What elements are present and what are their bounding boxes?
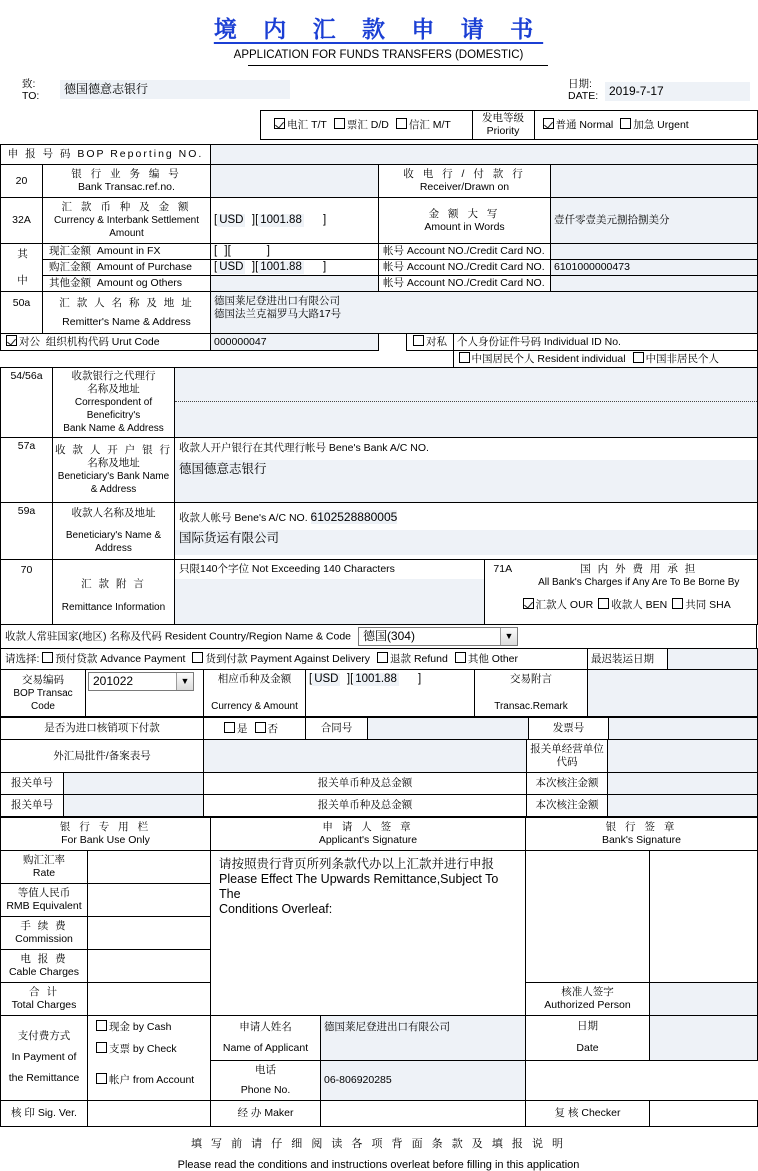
row-5456a-value[interactable] — [175, 368, 758, 438]
bank-use-header: 银 行 专 用 栏 For Bank Use Only — [1, 817, 211, 851]
row-5456a — [1, 368, 758, 438]
row-59a-values — [175, 503, 758, 560]
row-59a — [1, 503, 758, 560]
row-59a-ac: 收款人帐号 Bene's A/C NO. 6102528880005 — [179, 509, 398, 524]
row-57a-ac-label: 收款人开户银行在其代理行帐号 Bene's Bank A/C NO. — [179, 442, 429, 454]
payment-method-label: 支付费方式 In Payment of the Remittance — [1, 1016, 88, 1101]
row-20-label: 银 行 业 务 编 号 Bank Transac.ref.no. — [43, 165, 211, 198]
row-32a — [1, 198, 758, 244]
priority-label: 发电等级 Priority — [472, 111, 534, 140]
bank-field-label-3: 电 报 费 Cable Charges — [1, 950, 88, 983]
among-value-2[interactable]: 1001.88 — [260, 261, 302, 273]
customs-row-2 — [1, 795, 758, 817]
safe-doc-value[interactable] — [204, 740, 527, 773]
payment-nature-row — [1, 649, 758, 670]
unit-code-value[interactable] — [608, 740, 758, 773]
among-amount-1: [ ][ ] — [211, 244, 379, 260]
row-32a-amount: [ USD ][ 1001.88 ] — [211, 198, 379, 244]
bop-reporting-value[interactable] — [211, 145, 758, 165]
title-divider — [248, 65, 548, 66]
bank-field-value-3[interactable] — [88, 950, 211, 983]
bop-transac-code-cell — [86, 670, 204, 717]
invoice-value[interactable] — [609, 717, 758, 740]
row-70-limit-note: 只限140个字位 Not Exceeding 140 Characters — [179, 563, 395, 575]
customs-no-value-2[interactable] — [64, 795, 204, 817]
currency-amount-label: 相应币种及金额 Currency & Amount — [204, 670, 306, 717]
safe-doc-row — [1, 740, 758, 773]
checkbox-tt[interactable]: 电汇 T/T — [274, 119, 327, 131]
transac-remark-label: 交易附言 Transac.Remark — [475, 670, 588, 717]
priority-options — [534, 111, 757, 140]
bop-transac-code-select[interactable]: 201022 ▼ — [88, 672, 194, 691]
checkbox-our[interactable]: 汇款人 OUR — [523, 599, 594, 611]
checkbox-ben[interactable]: 收款人 BEN — [598, 599, 667, 611]
checkbox-cash[interactable]: 现金 by Cash — [88, 1016, 211, 1039]
payment-method-row-3 — [1, 1060, 758, 1100]
applicant-conditions-cell — [211, 851, 526, 1016]
customs-table — [0, 739, 758, 817]
checkbox-other[interactable]: 其他 Other — [455, 653, 518, 665]
conditions-cn: 请按照贵行背页所列条款代办以上汇款并进行申报 — [219, 857, 495, 871]
bank-field-label-4: 合 计 Total Charges — [1, 983, 88, 1016]
bank-field-row-0 — [1, 851, 758, 884]
row-57a-bank-name[interactable]: 德国德意志银行 — [175, 460, 757, 502]
among-account-value-2[interactable]: 6101000000473 — [551, 260, 758, 276]
payment-nature-table — [0, 648, 758, 670]
transfer-type-cell — [260, 111, 472, 140]
bottom-headers-row — [1, 817, 758, 851]
row-71a-cell — [521, 560, 758, 625]
customs-no-label-1: 报关单号 — [1, 773, 64, 795]
row-71a-label-en: All Bank's Charges if Any Are To Be Borne By — [538, 577, 740, 588]
bottom-headers-table — [0, 816, 758, 851]
customs-amt-label-1: 报关单币种及总金额 — [204, 773, 527, 795]
row-20 — [1, 165, 758, 198]
payment-method-row — [1, 1016, 758, 1039]
contract-label: 合同号 — [306, 717, 368, 740]
import-verify-row — [1, 717, 758, 740]
bop-reporting-label: 申 报 号 码 BOP Reporting NO. — [1, 145, 211, 165]
bop-transac-row — [1, 670, 758, 717]
bop-transac-table — [0, 669, 758, 717]
row-70-value[interactable] — [175, 579, 484, 624]
bank-field-value-4[interactable] — [88, 983, 211, 1016]
row-59a-label: 收款人名称及地址 Beneticiary's Name & Address — [53, 503, 175, 560]
to-date-row — [0, 76, 757, 112]
row-50a — [1, 292, 758, 316]
amount-words-value[interactable]: 壹仟零壹美元捌拾捌美分 — [551, 198, 758, 244]
maker-value[interactable] — [321, 1100, 526, 1126]
bank-field-value-1[interactable] — [88, 884, 211, 917]
remittance-info-table — [0, 559, 758, 625]
checkbox-check[interactable]: 支票 by Check — [88, 1038, 211, 1060]
country-row — [1, 625, 757, 649]
contract-value[interactable] — [368, 717, 529, 740]
among-label-2: 购汇金额 Amount of Purchase — [43, 260, 211, 276]
safe-doc-label: 外汇局批件/备案表号 — [1, 740, 204, 773]
country-table — [0, 624, 757, 649]
among-label-1: 现汇金额 Amount in FX — [43, 244, 211, 260]
country-select[interactable]: 德国(304) ▼ — [358, 627, 518, 646]
latest-ship-value[interactable] — [668, 649, 758, 670]
customs-no-label-2: 报关单号 — [1, 795, 64, 817]
date-label: 日期: DATE: — [568, 78, 599, 102]
among-row-1 — [1, 244, 758, 260]
among-account-label-3: 帐号 Account NO./Credit Card NO. — [379, 276, 551, 292]
row-57a — [1, 438, 758, 503]
among-amount-3[interactable] — [211, 276, 379, 292]
among-account-value-3[interactable] — [551, 276, 758, 292]
applicant-name-label: 申请人姓名 Name of Applicant — [211, 1016, 321, 1061]
entity-table — [0, 333, 758, 351]
import-verify-options — [204, 717, 306, 740]
checkbox-advance-payment[interactable]: 预付贷款 Advance Payment — [42, 653, 185, 665]
transac-remark-value[interactable] — [588, 670, 758, 717]
row-5456a-value-top[interactable] — [175, 380, 757, 402]
among-account-label-1: 帐号 Account NO./Credit Card NO. — [379, 244, 551, 260]
individual-options-table — [0, 350, 758, 368]
checkbox-normal[interactable]: 普通 Normal — [543, 119, 614, 131]
entity-row — [1, 334, 758, 351]
unit-code-label: 报关单经营单位代码 — [527, 740, 608, 773]
row-70-label: 汇 款 附 言 Remittance Information — [53, 560, 175, 625]
row-71a-code: 71A — [485, 560, 521, 625]
chevron-down-icon: ▼ — [500, 628, 517, 645]
among-label-3: 其他金额 Amount og Others — [43, 276, 211, 292]
footer-line-en: Please read the conditions and instructions overleat before filling in this application — [177, 1158, 580, 1171]
amount-words-label: 金 额 大 写 Amount in Words — [379, 198, 551, 244]
auth-person-value[interactable] — [650, 983, 758, 1016]
date-field[interactable]: 2019-7-17 — [605, 82, 750, 101]
row-50a-code: 50a — [1, 292, 43, 316]
org-code-value[interactable]: 000000047 — [211, 334, 379, 351]
checkbox-dd[interactable]: 票汇 D/D — [334, 119, 389, 131]
bank-field-value-2[interactable] — [88, 917, 211, 950]
row-32a-value[interactable]: 1001.88 — [260, 214, 302, 226]
country-label: 收款人常驻国家(地区) 名称及代码 Resident Country/Region Name & Code — [5, 630, 352, 643]
row-71a-label-cn: 国 内 外 费 用 承 担 — [580, 563, 698, 575]
customs-verify-value-1[interactable] — [608, 773, 758, 795]
row-50a-value[interactable]: 德国莱尼登进出口有限公司 德国法兰克福罗马大路17号 — [211, 292, 758, 334]
invoice-label: 发票号 — [529, 717, 609, 740]
receiver-label: 收 电 行 / 付 款 行 Receiver/Drawn on — [379, 165, 551, 198]
checkbox-sha[interactable]: 共同 SHA — [672, 599, 731, 611]
row-50a-label-en: Remitter's Name & Address — [43, 315, 211, 334]
among-account-value-1[interactable] — [551, 244, 758, 260]
checkbox-urgent[interactable]: 加急 Urgent — [620, 119, 688, 131]
bank-date-label: 日期 Date — [526, 1016, 650, 1061]
checkbox-nonresident[interactable]: 中国非居民个人 — [633, 353, 720, 365]
footer — [0, 1135, 757, 1171]
private-checkbox-cell[interactable]: 对私 — [407, 334, 454, 351]
checker-label: 复 核 Checker — [526, 1100, 650, 1126]
row-50a-label-cn: 汇 款 人 名 称 及 地 址 — [43, 292, 211, 316]
transfer-type-table — [0, 110, 758, 140]
phone-label: 电话 Phone No. — [211, 1060, 321, 1100]
checkbox-refund[interactable]: 退款 Refund — [377, 653, 448, 665]
corporate-checkbox-cell[interactable]: 对公 组织机构代码 Urut Code — [1, 334, 211, 351]
bank-details-table — [0, 367, 758, 560]
customs-verify-label-2: 本次核注金额 — [527, 795, 608, 817]
page-title-cn: 境 内 汇 款 申 请 书 — [213, 16, 544, 42]
checker-value[interactable] — [650, 1100, 758, 1126]
row-32a-code: 32A — [1, 198, 43, 244]
payment-nature-cell — [1, 649, 588, 670]
applicant-name-value[interactable]: 德国莱尼登进出口有限公司 — [321, 1016, 526, 1061]
sig-ver-value[interactable] — [88, 1100, 211, 1126]
corporate-checkbox[interactable] — [6, 335, 17, 346]
maker-label: 经 办 Maker — [211, 1100, 321, 1126]
row-59a-code: 59a — [1, 503, 53, 560]
receiver-value[interactable] — [551, 165, 758, 198]
among-side-label: 其 中 — [1, 244, 43, 292]
verify-row-table — [0, 1100, 758, 1127]
main-form-table — [0, 144, 758, 334]
among-row-3 — [1, 276, 758, 292]
customs-verify-value-2[interactable] — [608, 795, 758, 817]
checkbox-from-account[interactable]: 帐户 from Account — [88, 1060, 211, 1100]
row-20-code: 20 — [1, 165, 43, 198]
bop-reporting-row — [1, 145, 758, 165]
conditions-en-1: Please Effect The Upwards Remittance,Subject To The — [219, 872, 499, 901]
among-currency-2[interactable]: USD — [219, 261, 244, 273]
to-label: 致: TO: — [22, 78, 40, 102]
customs-amt-label-2: 报关单币种及总金额 — [204, 795, 527, 817]
bank-field-label-0: 购汇汇率 Rate — [1, 851, 88, 884]
footer-line-cn: 填 写 前 请 仔 细 阅 读 各 项 背 面 条 款 及 填 报 说 明 — [190, 1137, 566, 1150]
payment-nature-prefix: 请选择: — [5, 653, 40, 665]
customs-verify-label-1: 本次核注金额 — [527, 773, 608, 795]
row-20-value[interactable] — [211, 165, 379, 198]
bank-date-value[interactable] — [650, 1016, 758, 1061]
row-57a-values — [175, 438, 758, 503]
among-account-label-2: 帐号 Account NO./Credit Card NO. — [379, 260, 551, 276]
row-32a-currency[interactable]: USD — [219, 214, 244, 226]
among-amount-2: [ USD ][ 1001.88 ] — [211, 260, 379, 276]
latest-ship-label: 最迟装运日期 — [588, 649, 668, 670]
row-59a-ac-value[interactable]: 6102528880005 — [310, 509, 398, 524]
row-57a-code: 57a — [1, 438, 53, 503]
row-32a-label: 汇 款 币 种 及 金 额 Currency & Interbank Settlement Amount — [43, 198, 211, 244]
row-57a-label: 收 款 人 开 户 银 行 名称及地址 Beneticiary's Bank Name & Address — [53, 438, 175, 503]
import-verify-table — [0, 716, 758, 740]
row-5456a-label: 收款银行之代理行 名称及地址 Correspondent of Beneficitry's Bank Name & Address — [53, 368, 175, 438]
phone-value[interactable]: 06-806920285 — [321, 1060, 526, 1100]
bop-transac-amount-cell: [ USD ][ 1001.88 ] — [306, 670, 475, 717]
to-field[interactable]: 德国德意志银行 — [60, 80, 290, 99]
bank-sig-header: 银 行 签 章 Bank's Signature — [526, 817, 758, 851]
page-title-en: APPLICATION FOR FUNDS TRANSFERS (DOMESTIC) — [233, 49, 524, 61]
country-cell — [1, 625, 757, 649]
applicant-sig-header: 申 请 人 签 章 Applicant's Signature — [211, 817, 526, 851]
row-70-71a — [1, 560, 758, 625]
checkbox-no[interactable]: 否 — [255, 723, 279, 735]
bank-field-label-1: 等值人民币 RMB Equivalent — [1, 884, 88, 917]
chevron-down-icon: ▼ — [176, 673, 193, 690]
customs-no-value-1[interactable] — [64, 773, 204, 795]
checkbox-resident[interactable]: 中国居民个人 Resident individual — [459, 353, 626, 365]
conditions-en-2: Conditions Overleaf: — [219, 902, 333, 916]
verify-row — [1, 1100, 758, 1126]
import-verify-label: 是否为进口核销项下付款 — [1, 717, 204, 740]
auth-person-label: 核准人签字 Authorized Person — [526, 983, 650, 1016]
row-71a-options — [521, 589, 758, 612]
bank-fields-table — [0, 850, 758, 1016]
bank-field-value-0[interactable] — [88, 851, 211, 884]
individual-type-cell — [453, 351, 757, 368]
checkbox-payment-against-delivery[interactable]: 货到付款 Payment Against Delivery — [192, 653, 370, 665]
bank-field-label-2: 手 续 费 Commission — [1, 917, 88, 950]
bop-transac-currency[interactable]: USD — [314, 673, 339, 685]
checkbox-yes[interactable]: 是 — [224, 723, 248, 735]
row-5456a-code: 54/56a — [1, 368, 53, 438]
payment-method-table — [0, 1015, 758, 1101]
among-row-2 — [1, 260, 758, 276]
row-5456a-value-bottom[interactable] — [175, 402, 757, 425]
customs-row-1 — [1, 773, 758, 795]
sig-ver-label: 核 印 Sig. Ver. — [1, 1100, 88, 1126]
row-70-value-cell — [175, 560, 485, 625]
individual-id-label: 个人身份证件号码 Individual ID No. — [454, 334, 758, 351]
bop-transac-label: 交易编码 BOP Transac Code — [1, 670, 86, 717]
checkbox-mt[interactable]: 信汇 M/T — [396, 119, 451, 131]
bop-transac-amount[interactable]: 1001.88 — [355, 673, 397, 685]
row-70-code: 70 — [1, 560, 53, 625]
private-checkbox[interactable] — [413, 335, 424, 346]
row-59a-name-value[interactable]: 国际货运有限公司 — [175, 530, 757, 555]
